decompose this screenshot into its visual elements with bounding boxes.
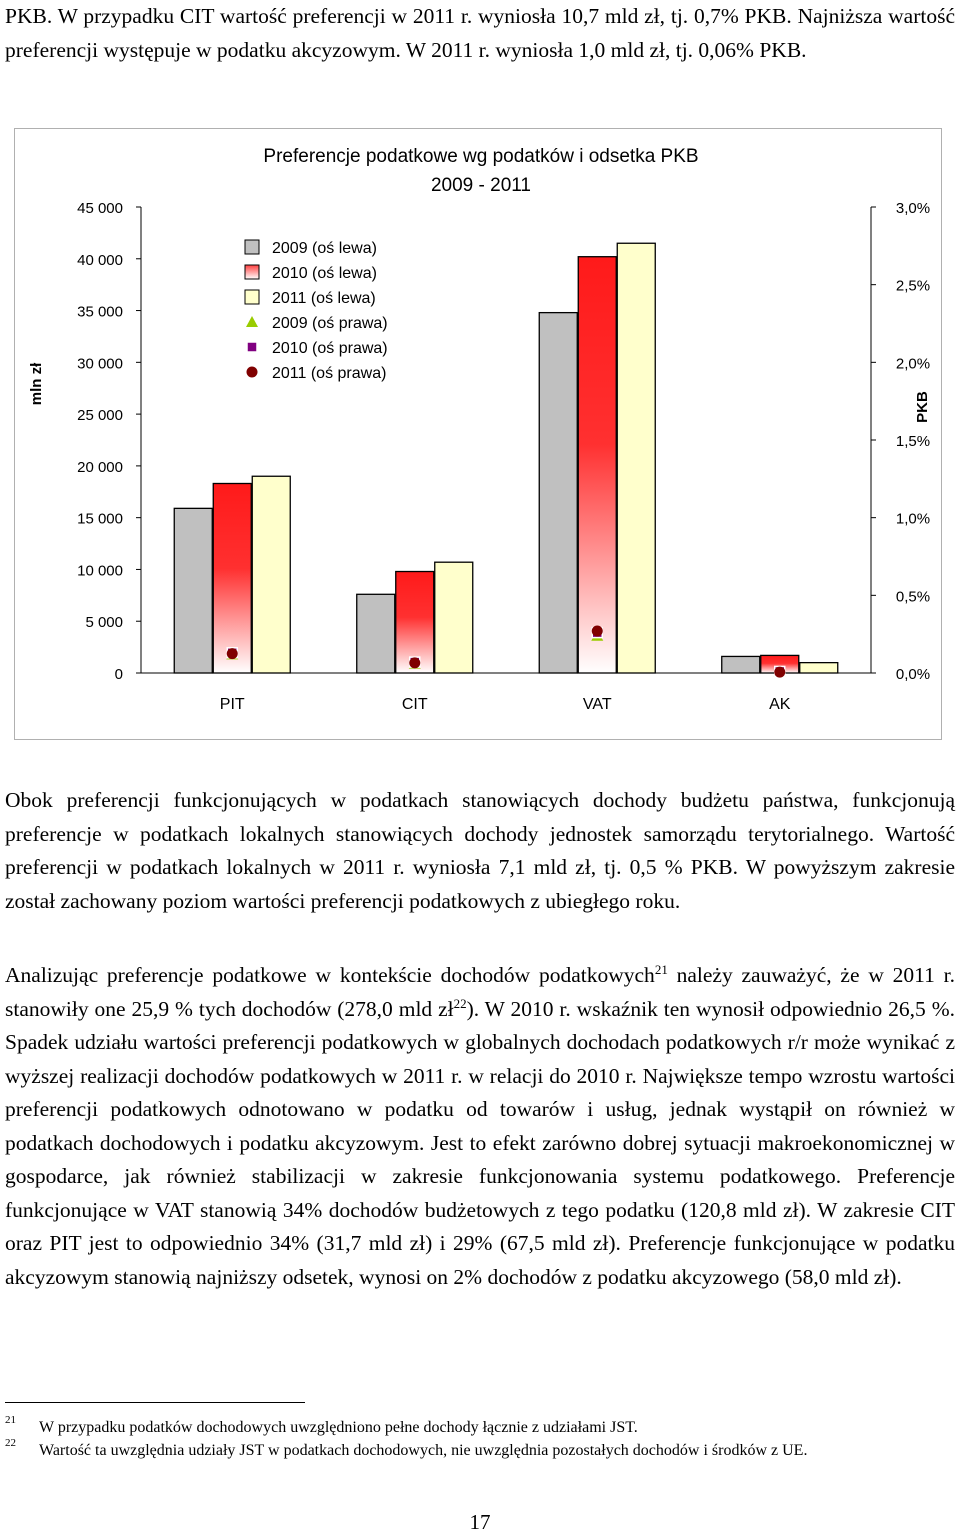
page-number: 17	[469, 1510, 491, 1534]
legend-marker	[246, 316, 258, 327]
y-tick-label-left: 20 000	[77, 458, 123, 476]
legend-swatch	[245, 240, 259, 254]
y-tick-label-left: 25 000	[77, 407, 123, 425]
y-tick-label-right: 1,5%	[895, 433, 931, 450]
footnote-separator	[5, 1402, 305, 1403]
chart-title: Preferencje podatkowe wg podatków i odsetka PKB	[263, 146, 699, 167]
footnote-text: W przypadku podatków dochodowych uwzględniono pełne dochody łącznie z udziałami JST.	[39, 1419, 638, 1436]
x-tick-label: PIT	[219, 696, 245, 713]
paragraph-analysis-part-3: ). W 2010 r. wskaźnik ten wynosił odpowiednio 26,5 %. Spadek udziału wartości preferencji podatkowych w globalnych dochodach podatkowych r/r może wynikać z wyższej realizacji dochodów podatkowych w 2011 r. w relacji do 2010 r. Największe tempo wzrostu wartości preferencji podatkowych odnotowano w podatku od towarów i usług, jednak wystąpił on również w podatkach dochodowych i podatku akcyzowym. Jest to efekt zarówno dobrej sytuacji makroekonomicznej w gospodarce, jak również stabilizacji w zakresie funkcjonowania systemu podatkowego. Preferencje funkcjonujące w VAT stanowią 34% dochodów budżetowych z tego podatku (120,8 mld zł). W zakresie CIT oraz PIT jest to odpowiednio 34% (31,7 mld zł) i 29% (67,5 mld zł). Preferencje funkcjonujące w podatku akcyzowym stanowią najniższy odsetek, wynosi on 2% dochodów z podatku akcyzowego (58,0 mld zł).	[5, 996, 955, 1289]
footnote-ref-21[interactable]: 21	[654, 961, 668, 977]
legend-swatch	[245, 290, 259, 304]
marker-circle-pit	[227, 648, 238, 659]
x-tick-label: CIT	[401, 696, 428, 713]
legend-marker	[247, 367, 258, 378]
y-tick-label-left: 0	[114, 666, 123, 683]
bar-ak-2	[800, 663, 838, 673]
bar-ak-0	[722, 656, 760, 673]
x-tick-label: AK	[769, 696, 791, 713]
y-tick-label-right: 1,0%	[895, 510, 931, 528]
legend-marker	[247, 342, 257, 352]
chart-frame	[14, 128, 942, 740]
y-tick-label-left: 5 000	[85, 614, 123, 632]
paragraph-local-taxes: Obok preferencji funkcjonujących w podatkach stanowiących dochody budżetu państwa, funkcjonują preferencje w podatkach lokalnych stanowiących dochody jednostek samorządu terytorialnego. Wartość preferencji w podatkach lokalnych w 2011 r. wyniosła 7,1 mld zł, tj. 0,5 % PKB. W powyższym zakresie został zachowany poziom wartości preferencji podatkowych z ubiegłego roku.	[5, 788, 955, 913]
bar-pit-2	[252, 476, 290, 673]
y-tick-label-right: 3,0%	[895, 200, 931, 217]
bar-vat-2	[617, 243, 655, 673]
footnote-number: 22	[5, 1437, 16, 1449]
paragraph-analysis	[5, 959, 955, 1294]
footnote-number: 21	[5, 1414, 16, 1426]
bar-cit-2	[435, 562, 473, 673]
legend-label: 2010 (oś prawa)	[272, 340, 388, 357]
legend-label: 2011 (oś prawa)	[272, 365, 387, 382]
y-axis-label-right: PKB	[914, 391, 931, 423]
footnote-ref-22[interactable]: 22	[453, 995, 467, 1011]
y-tick-label-right: 2,5%	[895, 277, 931, 295]
y-axis-label-left: mln zł	[28, 362, 45, 406]
paragraph-analysis-part-1: Analizując preferencje podatkowe w kontekście dochodów podatkowych	[5, 963, 655, 987]
y-tick-label-left: 10 000	[77, 562, 123, 580]
chart-svg	[15, 129, 941, 739]
bar-vat-0	[539, 313, 577, 673]
paragraph-top: PKB. W przypadku CIT wartość preferencji w 2011 r. wyniosła 10,7 mld zł, tj. 0,7% PKB. Najniższa wartość preferencji występuje w podatku akcyzowym. W 2011 r. wyniosła 1,0 mld zł, tj. 0,06% PKB.	[5, 4, 955, 62]
legend-label: 2009 (oś lewa)	[272, 240, 377, 257]
legend-label: 2009 (oś prawa)	[272, 315, 388, 332]
legend-swatch	[245, 265, 259, 279]
bar-pit-0	[174, 508, 212, 673]
bar-vat-1	[578, 257, 616, 673]
legend-label: 2010 (oś lewa)	[272, 265, 377, 282]
y-tick-label-left: 40 000	[77, 251, 123, 269]
y-tick-label-left: 45 000	[77, 200, 123, 217]
y-tick-label-left: 15 000	[77, 510, 123, 528]
y-tick-label-right: 0,0%	[895, 666, 931, 683]
bar-cit-0	[357, 594, 395, 673]
y-tick-label-right: 2,0%	[895, 355, 931, 373]
marker-circle-vat	[592, 626, 603, 637]
chart-subtitle: 2009 - 2011	[430, 175, 532, 196]
paragraph-analysis-part-2: należy zauważyć, że w 2011 r. stanowiły one 25,9 % tych dochodów (278,0 mld zł	[5, 963, 955, 1021]
bar-pit-1	[213, 483, 251, 673]
legend-label: 2011 (oś lewa)	[272, 290, 376, 307]
y-tick-label-left: 35 000	[77, 303, 123, 321]
footnote-text: Wartość ta uwzględnia udziały JST w podatkach dochodowych, nie uwzględnia pozostałych dochodów i środków z UE.	[39, 1442, 808, 1459]
y-tick-label-left: 30 000	[77, 355, 123, 373]
marker-circle-ak	[774, 667, 785, 678]
y-tick-label-right: 0,5%	[895, 588, 931, 606]
x-tick-label: VAT	[582, 696, 612, 713]
marker-circle-cit	[409, 657, 420, 668]
